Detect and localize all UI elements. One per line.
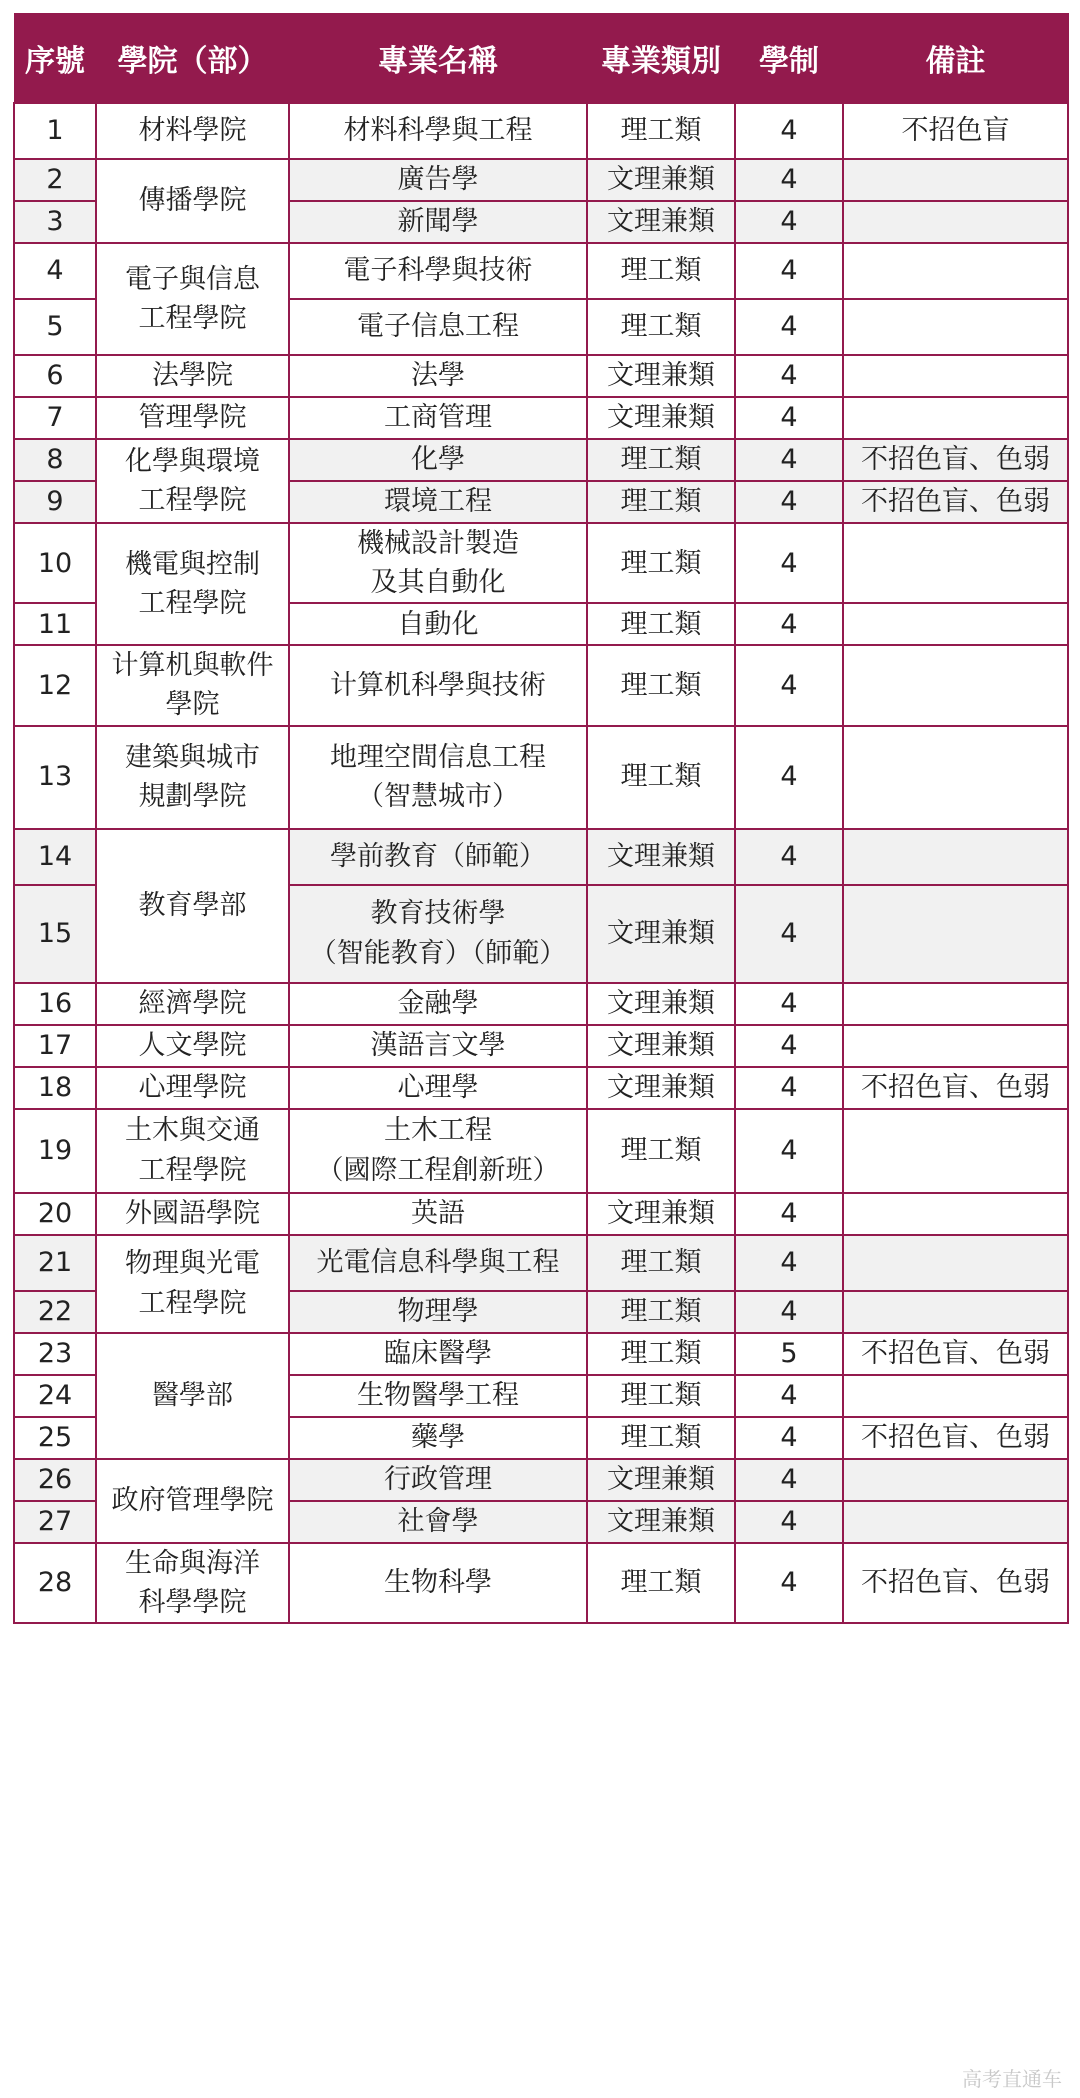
cell-note [843,1235,1068,1291]
cell-major: 土木工程 （國際工程創新班） [289,1109,587,1193]
cell-serial: 21 [14,1235,96,1291]
cell-major: 環境工程 [289,481,587,523]
cell-note [843,397,1068,439]
cell-duration: 4 [735,1501,843,1543]
table-row [14,1109,1068,1193]
table-row [14,726,1068,829]
cell-duration: 4 [735,1417,843,1459]
cell-major: 法學 [289,355,587,397]
cell-note: 不招色盲、色弱 [843,1067,1068,1109]
cell-note: 不招色盲、色弱 [843,439,1068,481]
cell-note [843,983,1068,1025]
cell-major: 機械設計製造 及其自動化 [289,523,587,603]
cell-college: 電子與信息 工程學院 [96,243,289,355]
cell-note [843,603,1068,645]
table-row [14,355,1068,397]
cell-duration: 4 [735,439,843,481]
cell-duration: 4 [735,355,843,397]
cell-duration: 4 [735,1291,843,1333]
table-row [14,1459,1068,1501]
cell-major: 行政管理 [289,1459,587,1501]
cell-college: 材料學院 [96,103,289,159]
cell-serial: 15 [14,885,96,983]
cell-category: 文理兼類 [587,1193,735,1235]
cell-serial: 12 [14,645,96,725]
cell-duration: 4 [735,159,843,201]
cell-college: 计算机與軟件 學院 [96,645,289,725]
cell-category: 理工類 [587,603,735,645]
cell-duration: 4 [735,103,843,159]
header-college: 學院（部） [96,14,289,104]
cell-category: 理工類 [587,1543,735,1623]
cell-major: 心理學 [289,1067,587,1109]
cell-major: 廣告學 [289,159,587,201]
cell-serial: 17 [14,1025,96,1067]
cell-duration: 4 [735,1543,843,1623]
cell-note [843,726,1068,829]
cell-college: 物理與光電 工程學院 [96,1235,289,1333]
cell-serial: 24 [14,1375,96,1417]
cell-major: 臨床醫學 [289,1333,587,1375]
header-category: 專業類別 [587,14,735,104]
cell-note [843,1193,1068,1235]
table-row [14,1025,1068,1067]
cell-college: 人文學院 [96,1025,289,1067]
cell-category: 文理兼類 [587,1067,735,1109]
cell-note [843,1459,1068,1501]
cell-college: 土木與交通 工程學院 [96,1109,289,1193]
cell-major: 计算机科學與技術 [289,645,587,725]
cell-category: 理工類 [587,1375,735,1417]
cell-note: 不招色盲、色弱 [843,1417,1068,1459]
cell-note [843,1501,1068,1543]
cell-note: 不招色盲、色弱 [843,1543,1068,1623]
cell-duration: 4 [735,1235,843,1291]
table-row [14,1333,1068,1375]
cell-major: 電子科學與技術 [289,243,587,299]
cell-duration: 4 [735,523,843,603]
cell-duration: 4 [735,1109,843,1193]
table-row [14,103,1068,159]
cell-major: 光電信息科學與工程 [289,1235,587,1291]
cell-major: 漢語言文學 [289,1025,587,1067]
cell-note [843,1375,1068,1417]
table-row [14,1067,1068,1109]
cell-major: 金融學 [289,983,587,1025]
cell-category: 文理兼類 [587,1025,735,1067]
cell-serial: 16 [14,983,96,1025]
cell-college: 生命與海洋 科學學院 [96,1543,289,1623]
table-body [14,103,1068,1623]
cell-major: 教育技術學 （智能教育）（師範） [289,885,587,983]
cell-duration: 4 [735,1025,843,1067]
cell-note [843,1025,1068,1067]
cell-note: 不招色盲、色弱 [843,1333,1068,1375]
cell-duration: 4 [735,481,843,523]
cell-major: 學前教育（師範） [289,829,587,885]
cell-serial: 19 [14,1109,96,1193]
table-row [14,1543,1068,1623]
cell-duration: 4 [735,1459,843,1501]
cell-duration: 4 [735,243,843,299]
cell-college: 醫學部 [96,1333,289,1459]
cell-note [843,645,1068,725]
table-row [14,397,1068,439]
header-note: 備註 [843,14,1068,104]
cell-duration: 4 [735,201,843,243]
cell-serial: 14 [14,829,96,885]
cell-category: 理工類 [587,1333,735,1375]
cell-serial: 3 [14,201,96,243]
cell-major: 物理學 [289,1291,587,1333]
cell-note [843,355,1068,397]
cell-serial: 27 [14,1501,96,1543]
cell-college: 管理學院 [96,397,289,439]
table-row [14,243,1068,299]
cell-serial: 20 [14,1193,96,1235]
cell-serial: 2 [14,159,96,201]
cell-major: 新聞學 [289,201,587,243]
cell-serial: 6 [14,355,96,397]
table-row [14,829,1068,885]
cell-note [843,299,1068,355]
cell-category: 文理兼類 [587,397,735,439]
cell-note [843,159,1068,201]
header-row [14,14,1068,104]
cell-serial: 13 [14,726,96,829]
cell-category: 理工類 [587,1417,735,1459]
cell-serial: 4 [14,243,96,299]
cell-category: 理工類 [587,243,735,299]
cell-note [843,243,1068,299]
cell-major: 地理空間信息工程 （智慧城市） [289,726,587,829]
cell-duration: 4 [735,397,843,439]
cell-major: 藥學 [289,1417,587,1459]
table-row [14,1235,1068,1291]
cell-note: 不招色盲 [843,103,1068,159]
cell-serial: 8 [14,439,96,481]
cell-category: 理工類 [587,645,735,725]
cell-serial: 26 [14,1459,96,1501]
cell-major: 化學 [289,439,587,481]
cell-category: 文理兼類 [587,885,735,983]
cell-duration: 4 [735,726,843,829]
cell-college: 法學院 [96,355,289,397]
cell-category: 文理兼類 [587,829,735,885]
table-row [14,1193,1068,1235]
cell-duration: 5 [735,1333,843,1375]
cell-duration: 4 [735,983,843,1025]
cell-duration: 4 [735,1067,843,1109]
cell-note [843,523,1068,603]
cell-serial: 7 [14,397,96,439]
cell-serial: 25 [14,1417,96,1459]
cell-college: 傳播學院 [96,159,289,243]
cell-college: 外國語學院 [96,1193,289,1235]
cell-college: 教育學部 [96,829,289,983]
cell-college: 政府管理學院 [96,1459,289,1543]
cell-college: 經濟學院 [96,983,289,1025]
cell-serial: 9 [14,481,96,523]
cell-duration: 4 [735,1375,843,1417]
cell-category: 理工類 [587,726,735,829]
cell-category: 文理兼類 [587,201,735,243]
cell-category: 文理兼類 [587,1459,735,1501]
cell-major: 社會學 [289,1501,587,1543]
cell-category: 理工類 [587,299,735,355]
cell-major: 生物醫學工程 [289,1375,587,1417]
cell-serial: 28 [14,1543,96,1623]
cell-serial: 23 [14,1333,96,1375]
header-duration: 學制 [735,14,843,104]
cell-major: 工商管理 [289,397,587,439]
cell-duration: 4 [735,1193,843,1235]
cell-duration: 4 [735,829,843,885]
header-serial: 序號 [14,14,96,104]
cell-serial: 1 [14,103,96,159]
majors-table [13,13,1069,1624]
cell-major: 生物科學 [289,1543,587,1623]
cell-major: 材料科學與工程 [289,103,587,159]
cell-major: 英語 [289,1193,587,1235]
table-row [14,645,1068,725]
cell-note [843,885,1068,983]
cell-college: 建築與城市 規劃學院 [96,726,289,829]
cell-note: 不招色盲、色弱 [843,481,1068,523]
cell-duration: 4 [735,885,843,983]
cell-duration: 4 [735,645,843,725]
cell-category: 理工類 [587,1235,735,1291]
watermark: 高考直通车 [962,2067,1062,2091]
cell-category: 文理兼類 [587,1501,735,1543]
cell-category: 理工類 [587,1291,735,1333]
cell-duration: 4 [735,603,843,645]
cell-note [843,829,1068,885]
cell-duration: 4 [735,299,843,355]
table-row [14,439,1068,481]
table-row [14,523,1068,603]
cell-major: 自動化 [289,603,587,645]
cell-category: 理工類 [587,523,735,603]
cell-category: 理工類 [587,481,735,523]
cell-category: 文理兼類 [587,159,735,201]
cell-category: 理工類 [587,439,735,481]
cell-college: 化學與環境 工程學院 [96,439,289,523]
cell-serial: 5 [14,299,96,355]
cell-note [843,1109,1068,1193]
cell-category: 理工類 [587,1109,735,1193]
cell-note [843,1291,1068,1333]
cell-serial: 10 [14,523,96,603]
table-row [14,159,1068,201]
cell-note [843,201,1068,243]
cell-category: 文理兼類 [587,355,735,397]
cell-serial: 11 [14,603,96,645]
cell-college: 機電與控制 工程學院 [96,523,289,645]
cell-category: 文理兼類 [587,983,735,1025]
cell-major: 電子信息工程 [289,299,587,355]
cell-category: 理工類 [587,103,735,159]
cell-serial: 22 [14,1291,96,1333]
cell-college: 心理學院 [96,1067,289,1109]
header-major: 專業名稱 [289,14,587,104]
cell-serial: 18 [14,1067,96,1109]
table-row [14,983,1068,1025]
